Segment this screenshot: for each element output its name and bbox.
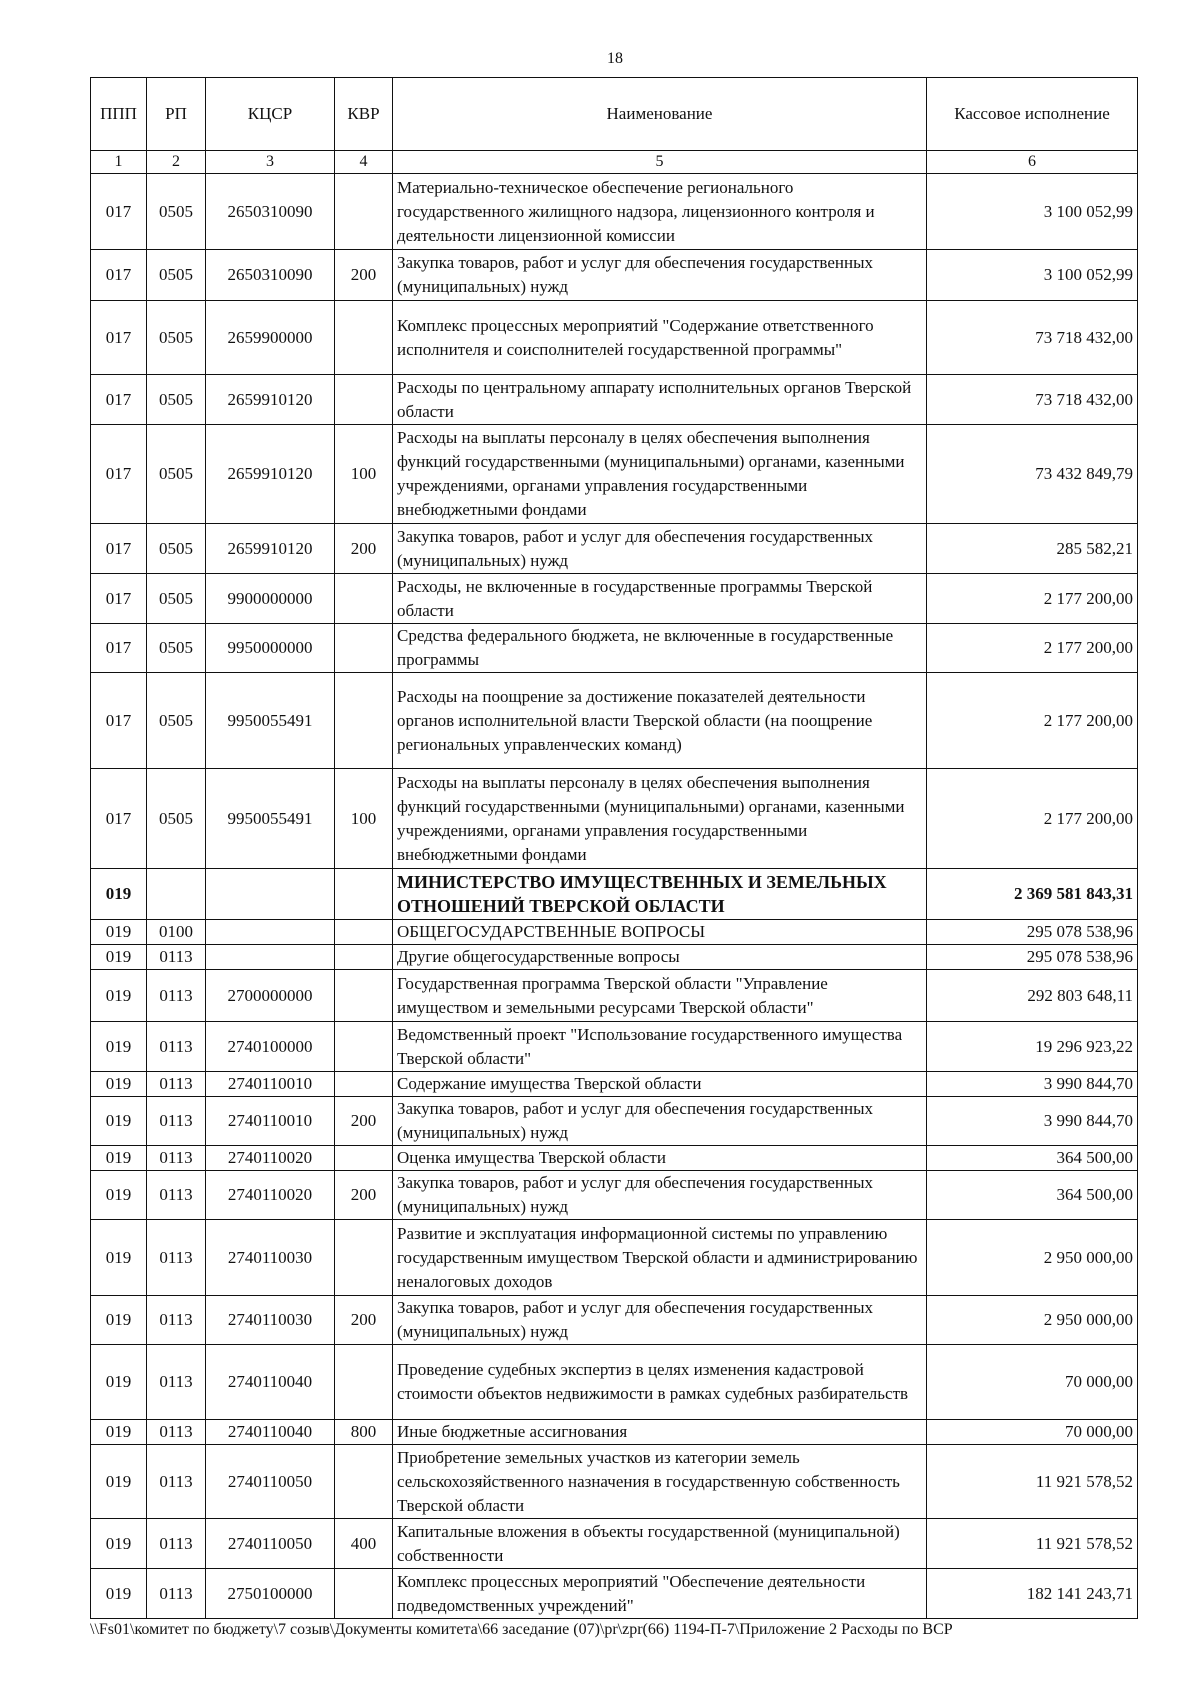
table-row [91,250,1138,301]
cell-amount: 3 100 052,99 [927,174,1138,250]
cell-kcsr [206,945,335,970]
cell-kvr: 400 [335,1519,393,1569]
cell-kvr: 200 [335,250,393,301]
cell-rp: 0505 [147,425,206,524]
cell-rp: 0505 [147,673,206,769]
cell-rp: 0113 [147,1097,206,1146]
cell-kcsr: 9950055491 [206,673,335,769]
table-row [91,1420,1138,1445]
cell-rp: 0505 [147,250,206,301]
column-number: 3 [206,151,335,174]
cell-name: Развитие и эксплуатация информационной системы по управлению государственным имуществом Тверской области и администрированию неналоговых доходов [393,1220,927,1296]
cell-kvr [335,574,393,624]
cell-kvr: 200 [335,1296,393,1345]
cell-ppp: 019 [91,1445,147,1519]
cell-ppp: 017 [91,301,147,375]
cell-ppp: 019 [91,1345,147,1420]
table-row [91,1097,1138,1146]
table-row [91,1072,1138,1097]
cell-amount: 2 369 581 843,31 [927,869,1138,920]
cell-name: Приобретение земельных участков из категории земель сельскохозяйственного назначения в государственную собственность Тверской области [393,1445,927,1519]
cell-rp: 0505 [147,624,206,673]
cell-name: Материально-техническое обеспечение регионального государственного жилищного надзора, лицензионного контроля и деятельности лицензионной комиссии [393,174,927,250]
page-number: 18 [607,50,623,67]
cell-rp: 0113 [147,1445,206,1519]
cell-name: Государственная программа Тверской области "Управление имуществом и земельными ресурсами Тверской области" [393,970,927,1022]
cell-ppp: 019 [91,1171,147,1220]
footer-file-path: \\Fs01\комитет по бюджету\7 созыв\Документы комитета\66 заседание (07)\pr\zpr(66) 1194-П-7\Приложение 2 Расходы по ВСР [90,1621,953,1638]
cell-name: Закупка товаров, работ и услуг для обеспечения государственных (муниципальных) нужд [393,1296,927,1345]
cell-rp: 0505 [147,574,206,624]
cell-kvr [335,174,393,250]
cell-ppp: 017 [91,624,147,673]
cell-amount: 11 921 578,52 [927,1519,1138,1569]
cell-kvr [335,1022,393,1072]
cell-kcsr: 9950055491 [206,769,335,869]
cell-rp [147,869,206,920]
cell-amount: 19 296 923,22 [927,1022,1138,1072]
table-row [91,1220,1138,1296]
table-row [91,1569,1138,1619]
cell-rp: 0505 [147,524,206,574]
table-row [91,425,1138,524]
cell-kcsr: 9950000000 [206,624,335,673]
cell-ppp: 019 [91,1569,147,1619]
table-row [91,574,1138,624]
cell-rp: 0113 [147,1146,206,1171]
table-row [91,869,1138,920]
cell-amount: 11 921 578,52 [927,1445,1138,1519]
cell-kvr: 200 [335,524,393,574]
table-row [91,945,1138,970]
cell-rp: 0113 [147,1022,206,1072]
cell-kcsr: 2740110040 [206,1345,335,1420]
table-row [91,1296,1138,1345]
cell-name: Расходы на выплаты персоналу в целях обеспечения выполнения функций государственными (муниципальными) органами, казенными учреждениями, органами управления государственными внебюджетными фондами [393,425,927,524]
cell-kvr [335,945,393,970]
cell-kvr [335,301,393,375]
cell-name: Расходы на выплаты персоналу в целях обеспечения выполнения функций государственными (муниципальными) органами, казенными учреждениями, органами управления государственными внебюджетными фондами [393,769,927,869]
cell-kvr [335,1072,393,1097]
cell-kvr [335,1146,393,1171]
cell-kvr: 200 [335,1097,393,1146]
cell-ppp: 019 [91,970,147,1022]
header-amount: Кассовое исполнение [927,78,1138,151]
cell-kcsr: 2659910120 [206,524,335,574]
cell-kvr [335,673,393,769]
column-number: 6 [927,151,1138,174]
header-kcsr: КЦСР [206,78,335,151]
cell-kcsr: 9900000000 [206,574,335,624]
cell-kvr: 200 [335,1171,393,1220]
cell-kcsr: 2740100000 [206,1022,335,1072]
cell-ppp: 019 [91,945,147,970]
cell-amount: 3 990 844,70 [927,1097,1138,1146]
cell-name: Проведение судебных экспертиз в целях изменения кадастровой стоимости объектов недвижимости в рамках судебных разбирательств [393,1345,927,1420]
table-row [91,624,1138,673]
cell-kcsr: 2740110010 [206,1097,335,1146]
cell-rp: 0505 [147,301,206,375]
cell-amount: 73 718 432,00 [927,301,1138,375]
cell-name: Закупка товаров, работ и услуг для обеспечения государственных (муниципальных) нужд [393,1097,927,1146]
cell-name: Средства федерального бюджета, не включенные в государственные программы [393,624,927,673]
cell-rp: 0113 [147,1171,206,1220]
cell-name: Закупка товаров, работ и услуг для обеспечения государственных (муниципальных) нужд [393,524,927,574]
cell-kcsr: 2740110050 [206,1519,335,1569]
table-row [91,174,1138,250]
cell-ppp: 019 [91,1022,147,1072]
cell-ppp: 019 [91,1072,147,1097]
cell-kcsr: 2659910120 [206,375,335,425]
cell-kvr [335,1345,393,1420]
column-number: 2 [147,151,206,174]
cell-name: Расходы на поощрение за достижение показателей деятельности органов исполнительной власти Тверской области (на поощрение региональных управленческих команд) [393,673,927,769]
table-row [91,1146,1138,1171]
cell-kvr: 100 [335,425,393,524]
cell-ppp: 017 [91,425,147,524]
cell-kcsr: 2740110040 [206,1420,335,1445]
cell-rp: 0113 [147,1345,206,1420]
cell-name: Ведомственный проект "Использование государственного имущества Тверской области" [393,1022,927,1072]
cell-amount: 182 141 243,71 [927,1569,1138,1619]
header-ppp: ППП [91,78,147,151]
cell-amount: 295 078 538,96 [927,945,1138,970]
cell-rp: 0113 [147,1220,206,1296]
table-row [91,769,1138,869]
cell-name: Закупка товаров, работ и услуг для обеспечения государственных (муниципальных) нужд [393,250,927,301]
cell-ppp: 019 [91,1146,147,1171]
cell-ppp: 019 [91,1420,147,1445]
cell-kvr [335,1220,393,1296]
cell-kcsr: 2740110050 [206,1445,335,1519]
cell-name: ОБЩЕГОСУДАРСТВЕННЫЕ ВОПРОСЫ [393,920,927,945]
cell-name: Расходы по центральному аппарату исполнительных органов Тверской области [393,375,927,425]
table-row [91,1445,1138,1519]
cell-kvr [335,970,393,1022]
cell-name: Содержание имущества Тверской области [393,1072,927,1097]
cell-amount: 364 500,00 [927,1171,1138,1220]
cell-ppp: 019 [91,1097,147,1146]
cell-ppp: 019 [91,1519,147,1569]
cell-ppp: 017 [91,375,147,425]
cell-amount: 2 177 200,00 [927,574,1138,624]
header-rp: РП [147,78,206,151]
cell-kcsr: 2650310090 [206,250,335,301]
cell-amount: 2 950 000,00 [927,1220,1138,1296]
table-row [91,970,1138,1022]
cell-amount: 70 000,00 [927,1420,1138,1445]
cell-rp: 0113 [147,1519,206,1569]
cell-kvr [335,1569,393,1619]
cell-ppp: 017 [91,769,147,869]
cell-name: Капитальные вложения в объекты государственной (муниципальной) собственности [393,1519,927,1569]
cell-name: Расходы, не включенные в государственные программы Тверской области [393,574,927,624]
table-row [91,375,1138,425]
cell-ppp: 019 [91,1296,147,1345]
table-row [91,1345,1138,1420]
cell-ppp: 017 [91,250,147,301]
table-row [91,1171,1138,1220]
cell-kcsr: 2650310090 [206,174,335,250]
cell-kvr [335,869,393,920]
column-number: 5 [393,151,927,174]
cell-rp: 0113 [147,970,206,1022]
cell-rp: 0113 [147,945,206,970]
header-kvr: КВР [335,78,393,151]
cell-name: Оценка имущества Тверской области [393,1146,927,1171]
cell-name: Другие общегосударственные вопросы [393,945,927,970]
table-row [91,1519,1138,1569]
cell-kvr [335,624,393,673]
cell-kvr [335,920,393,945]
cell-name: Закупка товаров, работ и услуг для обеспечения государственных (муниципальных) нужд [393,1171,927,1220]
cell-amount: 2 177 200,00 [927,624,1138,673]
column-number: 1 [91,151,147,174]
column-numbers-row [91,151,1138,174]
header-name: Наименование [393,78,927,151]
cell-name: Иные бюджетные ассигнования [393,1420,927,1445]
cell-ppp: 017 [91,524,147,574]
cell-kcsr: 2740110030 [206,1296,335,1345]
cell-amount: 2 177 200,00 [927,769,1138,869]
cell-kcsr: 2700000000 [206,970,335,1022]
cell-amount: 3 990 844,70 [927,1072,1138,1097]
cell-ppp: 017 [91,174,147,250]
cell-rp: 0100 [147,920,206,945]
table-row [91,673,1138,769]
cell-amount: 73 432 849,79 [927,425,1138,524]
cell-ppp: 019 [91,869,147,920]
cell-name: Комплекс процессных мероприятий "Содержание ответственного исполнителя и соисполнителей государственной программы" [393,301,927,375]
table-body [91,151,1138,1619]
cell-kcsr [206,920,335,945]
cell-amount: 295 078 538,96 [927,920,1138,945]
cell-rp: 0113 [147,1072,206,1097]
cell-amount: 3 100 052,99 [927,250,1138,301]
cell-kvr [335,375,393,425]
cell-kcsr [206,869,335,920]
cell-amount: 2 177 200,00 [927,673,1138,769]
cell-amount: 292 803 648,11 [927,970,1138,1022]
table-row [91,1022,1138,1072]
cell-ppp: 017 [91,574,147,624]
cell-rp: 0113 [147,1569,206,1619]
cell-kcsr: 2750100000 [206,1569,335,1619]
cell-rp: 0505 [147,174,206,250]
table-row [91,301,1138,375]
cell-ppp: 019 [91,1220,147,1296]
cell-amount: 364 500,00 [927,1146,1138,1171]
table-row [91,920,1138,945]
cell-rp: 0505 [147,375,206,425]
cell-kcsr: 2740110020 [206,1171,335,1220]
table-row [91,524,1138,574]
cell-kcsr: 2659910120 [206,425,335,524]
cell-rp: 0113 [147,1420,206,1445]
cell-amount: 73 718 432,00 [927,375,1138,425]
cell-amount: 2 950 000,00 [927,1296,1138,1345]
cell-kcsr: 2740110010 [206,1072,335,1097]
cell-ppp: 019 [91,920,147,945]
cell-kvr: 100 [335,769,393,869]
cell-kcsr: 2740110020 [206,1146,335,1171]
cell-kvr [335,1445,393,1519]
cell-kcsr: 2740110030 [206,1220,335,1296]
budget-table [90,77,1138,1619]
cell-rp: 0113 [147,1296,206,1345]
cell-amount: 285 582,21 [927,524,1138,574]
column-number: 4 [335,151,393,174]
cell-kcsr: 2659900000 [206,301,335,375]
cell-name: Комплекс процессных мероприятий "Обеспечение деятельности подведомственных учреждений" [393,1569,927,1619]
cell-name: МИНИСТЕРСТВО ИМУЩЕСТВЕННЫХ И ЗЕМЕЛЬНЫХ ОТНОШЕНИЙ ТВЕРСКОЙ ОБЛАСТИ [393,869,927,920]
table-header-row [91,78,1138,151]
cell-ppp: 017 [91,673,147,769]
cell-kvr: 800 [335,1420,393,1445]
cell-amount: 70 000,00 [927,1345,1138,1420]
cell-rp: 0505 [147,769,206,869]
